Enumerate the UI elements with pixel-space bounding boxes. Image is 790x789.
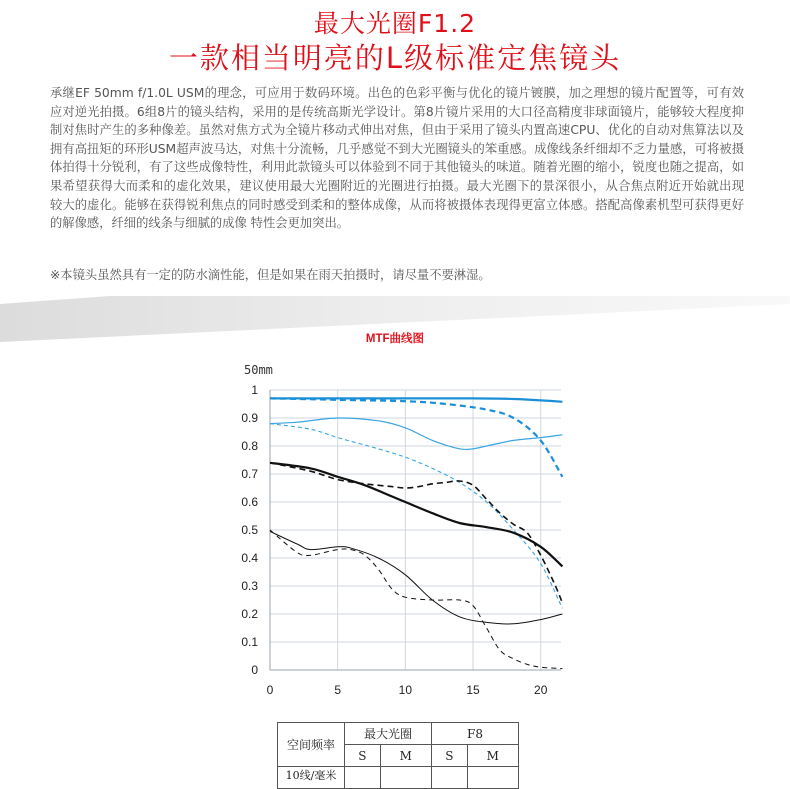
mtf-curve-6 [270, 463, 562, 603]
page-title: 最大光圈F1.2 [313, 9, 477, 38]
table-header-s: S [345, 745, 381, 767]
description-paragraph: 承继EF 50mm f/1.0L USM的理念，可应用于数码环境。出色的色彩平衡与优化的镜片镀膜，加之理想的镜片配置等，可有效应对逆光拍摄。6组8片的镜头结构，采用的是传统高斯光学设计。第8片镜片采用的大口径高精度非球面镜片，能够较大程度抑制对焦时产生的多种像差。虽然对焦方式为全镜片移动式伸出对焦，但由于采用了镜头内置高速CPU、优化的自动对焦算法以及拥有高扭矩的环形USM超声波马达，对焦十分流畅，几乎感觉不到大光圈镜头的笨重感。成像线条纤细却不乏力量感，可将被摄体拍得十分锐利，有了这些成像特性，利用此款镜头可以体验到不同于其他镜头的味道。随着光圈的缩小，锐度也随之提高，如果希望获得大而柔和的虚化效果，建议使用最大光圈附近的光圈进行拍摄。最大光圈下的景深很小，从合焦点附近开始就出现 较大的虚化。能够在获得锐利焦点的同时感受到柔和的整体成像，从而将被摄体表现得更富立体感。搭配高像素机型可获得更好的解像感，纤细的线条与细腻的成像 特性会更加突出。 [50, 86, 757, 231]
y-tick-label: 0.2 [241, 607, 258, 621]
table-header-m: M [380, 745, 431, 767]
mtf-curve-5 [270, 463, 562, 567]
mtf-curve-7 [270, 531, 562, 624]
x-tick-label: 20 [534, 683, 548, 697]
x-tick-label: 0 [266, 683, 274, 697]
table-row-label: 10线/毫米 [278, 767, 345, 789]
y-tick-label: 0.3 [241, 579, 258, 593]
y-tick-label: 0.7 [241, 467, 258, 481]
chart-title: MTF曲线图 [365, 333, 425, 345]
table-header-s: S [432, 745, 468, 767]
table-cell [467, 767, 518, 789]
mtf-curve-2 [270, 398, 562, 476]
y-tick-label: 0 [251, 663, 258, 677]
x-axis-ticks [267, 683, 548, 697]
table-header-m: M [467, 745, 518, 767]
table-cell [380, 767, 431, 789]
y-tick-label: 0.6 [241, 495, 258, 509]
mtf-curve-3 [270, 418, 562, 450]
mtf-table [277, 722, 519, 789]
y-tick-label: 0.8 [241, 439, 258, 453]
x-tick-label: 15 [466, 683, 480, 697]
y-tick-label: 0.5 [241, 523, 258, 537]
y-tick-label: 1 [251, 383, 258, 397]
table-header-f8: F8 [432, 723, 519, 745]
waterproof-note: ※本镜头虽然具有一定的防水滴性能，但是如果在雨天拍摄时，请尽量不要淋湿。 [50, 268, 491, 282]
y-tick-label: 0.9 [241, 411, 258, 425]
table-cell [345, 767, 381, 789]
y-tick-label: 0.1 [241, 635, 258, 649]
page-subtitle: 一款相当明亮的L级标准定焦镜头 [168, 41, 622, 75]
mtf-curve-8 [270, 530, 562, 669]
chart-subtitle: 50mm [244, 363, 273, 377]
table-cell [432, 767, 468, 789]
x-tick-label: 10 [398, 683, 413, 697]
y-axis-ticks [241, 383, 258, 677]
mtf-curve-4 [270, 424, 562, 609]
x-tick-label: 5 [334, 683, 342, 697]
table-header-frequency: 空间频率 [278, 723, 345, 767]
y-tick-label: 0.4 [241, 551, 258, 565]
table-header-max-aperture: 最大光圈 [345, 723, 432, 745]
chart-series [270, 398, 562, 668]
